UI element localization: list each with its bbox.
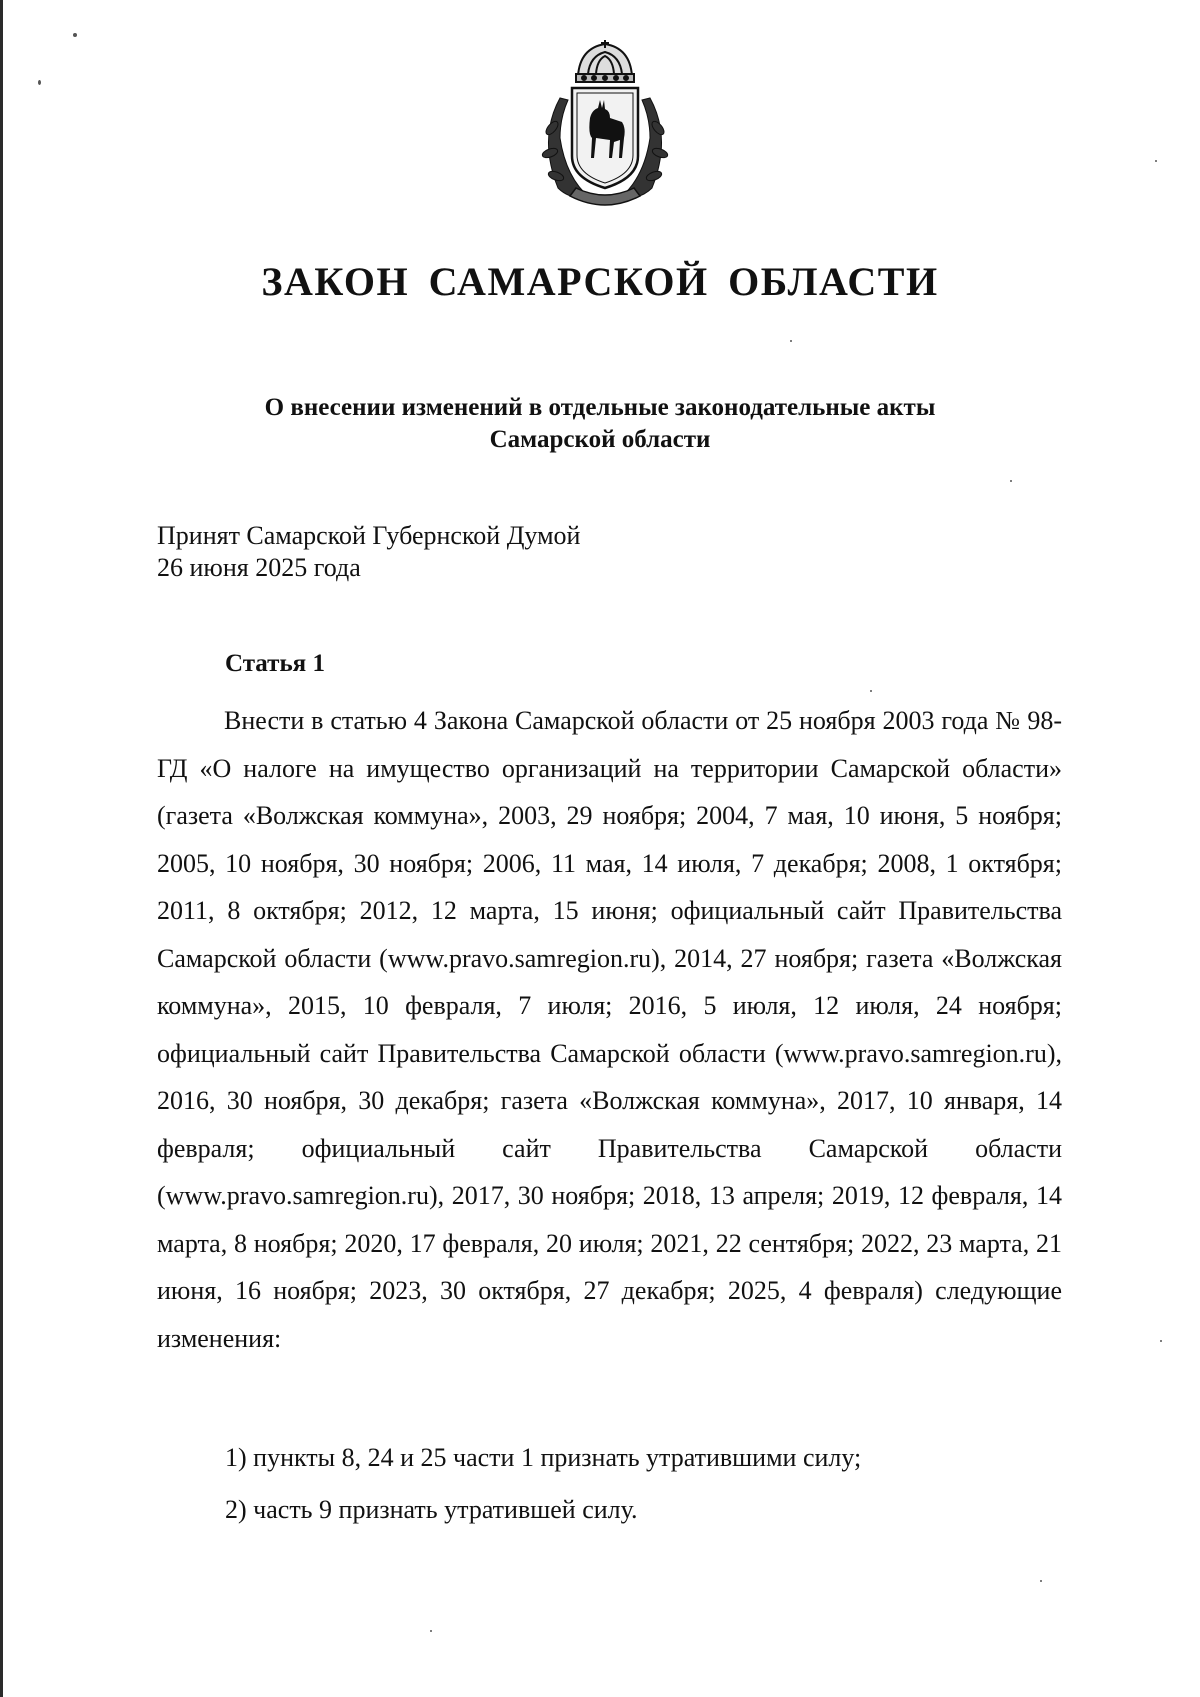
- scan-speck: [870, 690, 872, 692]
- scan-speck: [430, 1630, 432, 1632]
- list-item: 2) часть 9 признать утратившей силу.: [225, 1495, 638, 1524]
- scan-edge-line: [0, 0, 3, 1697]
- scan-speck: [1160, 1340, 1162, 1342]
- scan-speck: [1010, 480, 1012, 482]
- scan-speck: [73, 33, 77, 37]
- adopted-by: Принят Самарской Губернской Думой: [157, 521, 581, 550]
- scan-speck: [1155, 160, 1157, 162]
- article-heading: Статья 1: [225, 650, 325, 677]
- scan-speck: [1040, 1580, 1042, 1582]
- law-title: ЗАКОН САМАРСКОЙ ОБЛАСТИ: [261, 259, 939, 304]
- list-item: 1) пункты 8, 24 и 25 части 1 признать утратившими силу;: [225, 1443, 862, 1472]
- amendments-list: [225, 1432, 861, 1536]
- article-body: Внести в статью 4 Закона Самарской области от 25 ноября 2003 года № 98-ГД «О налоге на имущество организаций на территории Самарской области» (газета «Волжская коммуна», 2003, 29 ноября; 2004, 7 мая, 10 июня, 5 ноября; 2005, 10 ноября, 30 ноября; 2006, 11 мая, 14 июля, 7 декабря; 2008, 1 октября; 2011, 8 октября; 2012, 12 марта, 15 июня; официальный сайт Правительства Самарской области (www.pravo.samregion.ru), 2014, 27 ноября; газета «Волжская коммуна», 2015, 10 февраля, 7 июля; 2016, 5 июля, 12 июля, 24 ноября; официальный сайт Правительства Самарской области (www.pravo.samregion.ru), 2016, 30 ноября, 30 декабря; газета «Волжская коммуна», 2017, 10 января, 14 февраля; официальный сайт Правительства Самарской области (www.pravo.samregion.ru), 2017, 30 ноября; 2018, 13 апреля; 2019, 12 февраля, 14 марта, 8 ноября; 2020, 17 февраля, 20 июля; 2021, 22 сентября; 2022, 23 марта, 21 июня, 16 ноября; 2023, 30 октября, 27 декабря; 2025, 4 февраля) следующие изменения:: [157, 706, 1062, 1353]
- adoption-info: [157, 520, 580, 584]
- subtitle-line: Самарской области: [489, 426, 711, 453]
- adoption-date: 26 июня 2025 года: [157, 553, 361, 582]
- scan-speck: [790, 340, 792, 342]
- scan-speck: [38, 80, 41, 85]
- subtitle-line: О внесении изменений в отдельные законодательные акты: [264, 394, 936, 421]
- samara-coat-of-arms-icon: [530, 38, 680, 210]
- law-subtitle: [0, 392, 1200, 456]
